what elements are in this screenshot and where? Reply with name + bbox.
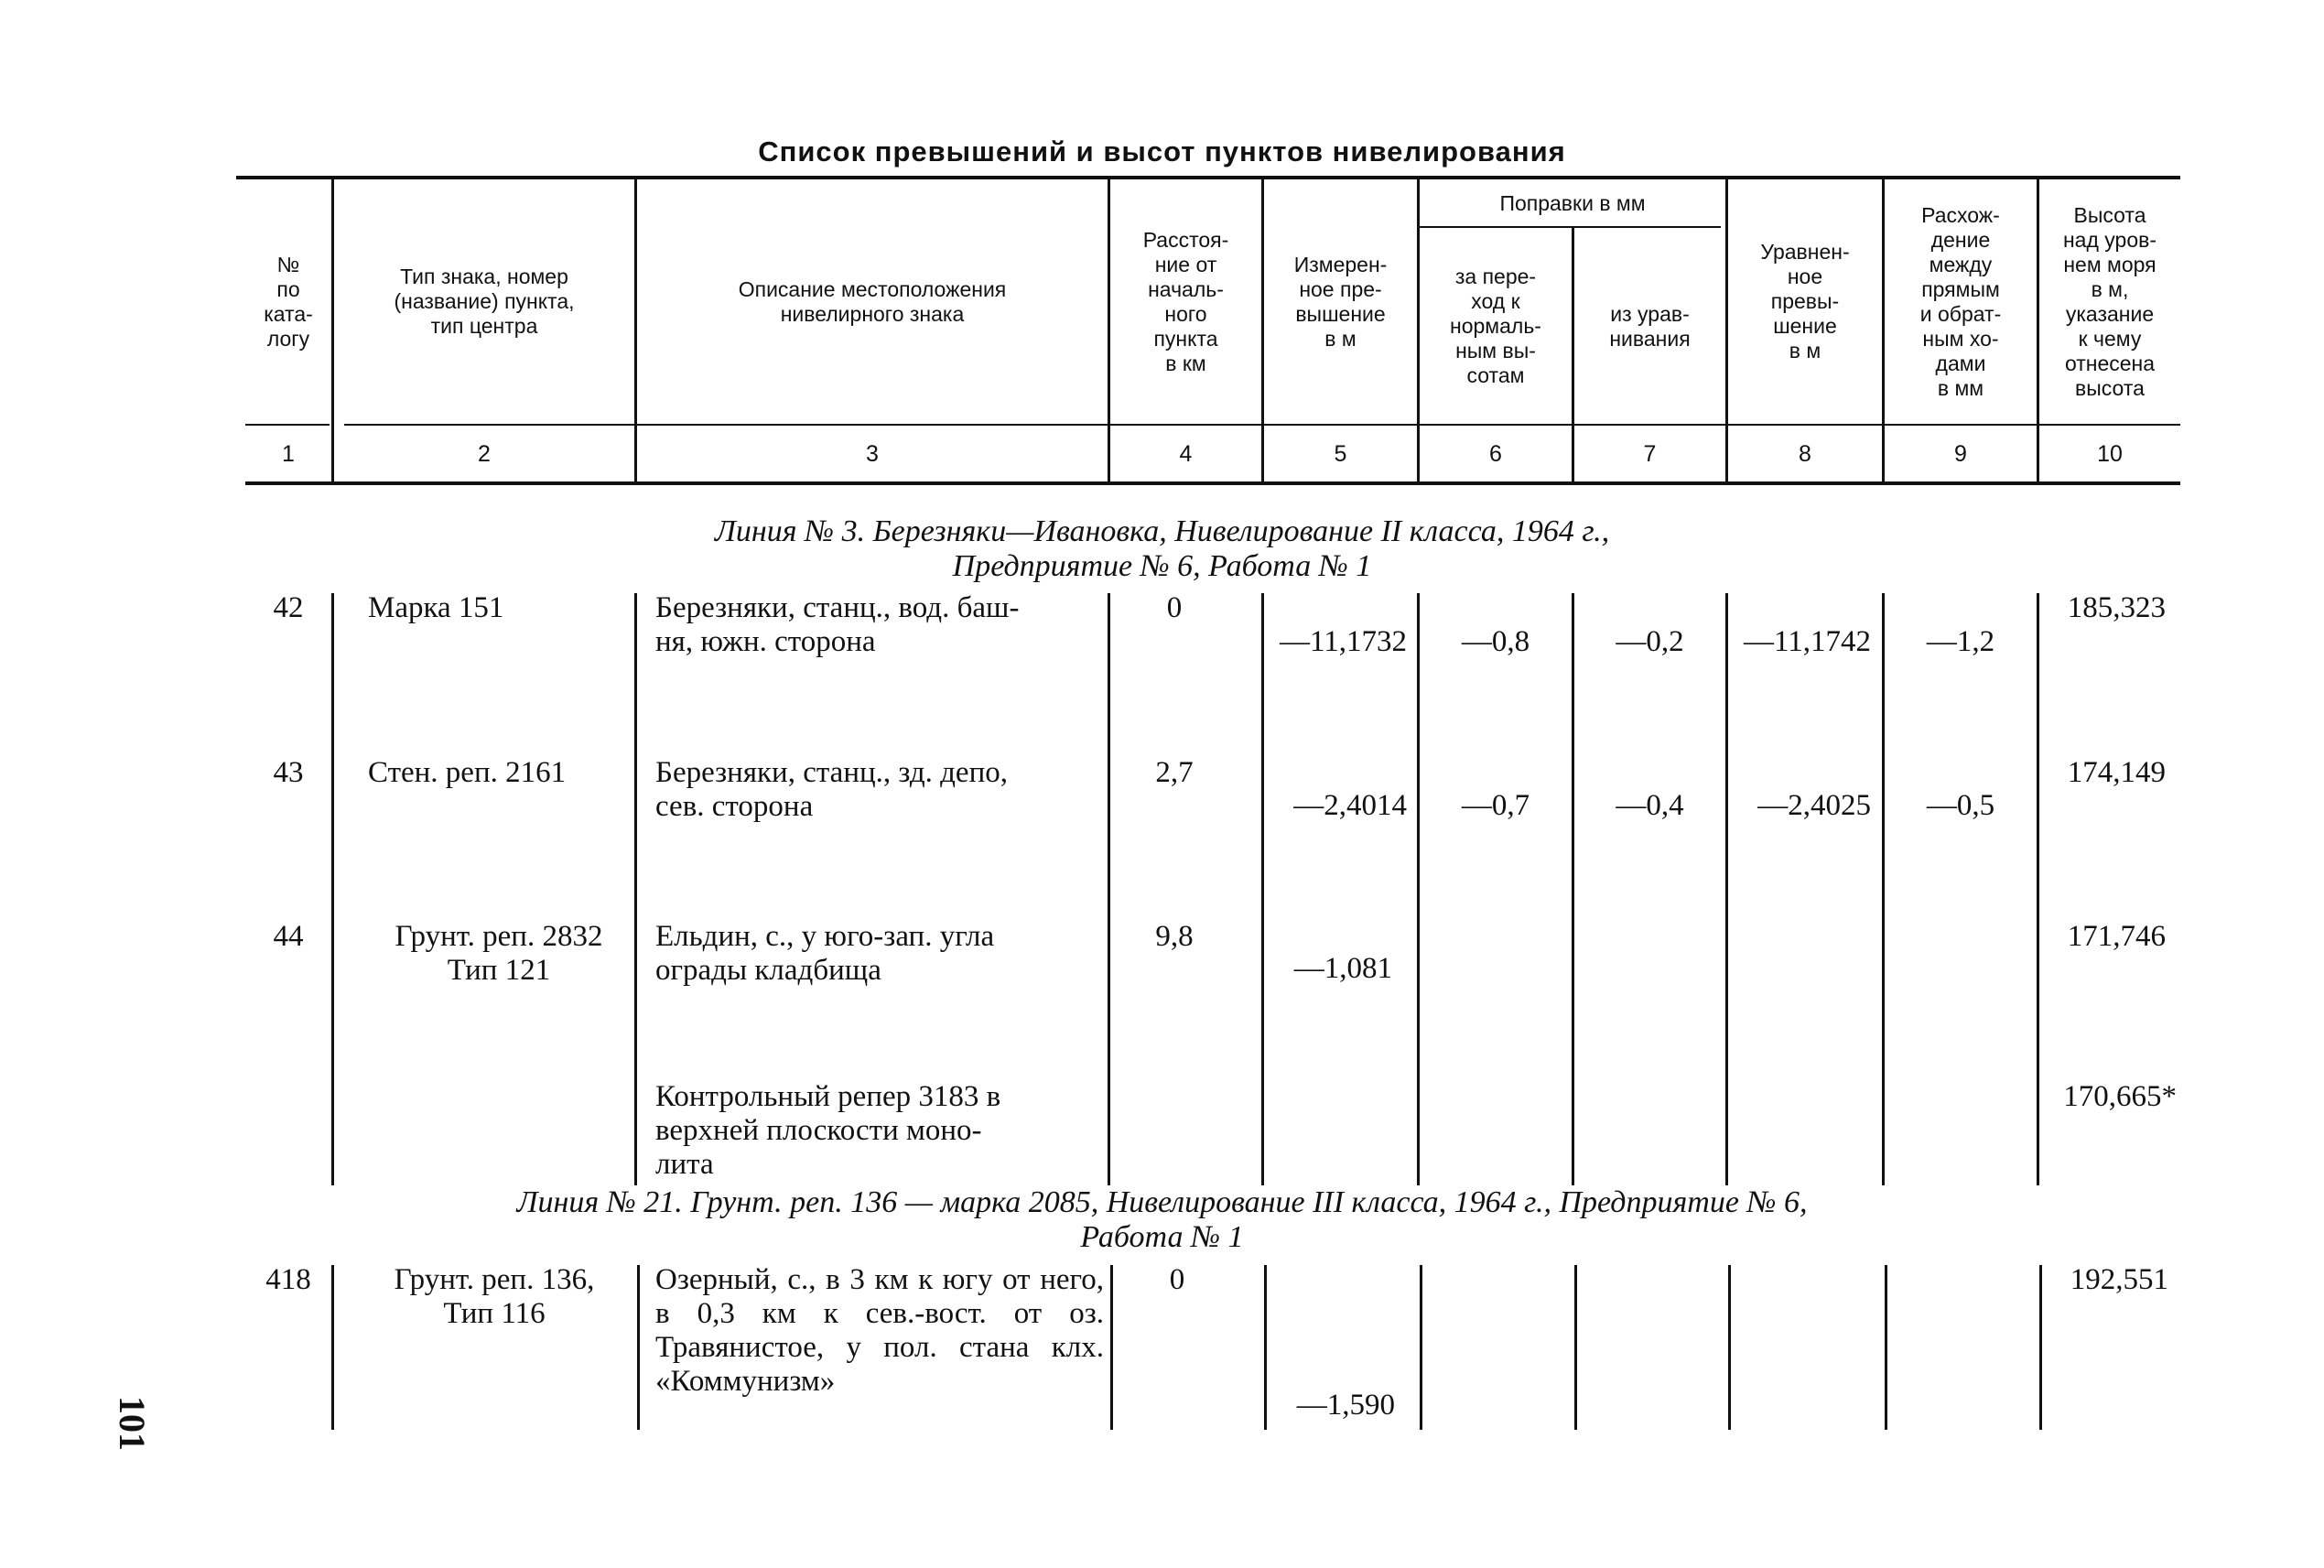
catalog-number: 42: [273, 591, 304, 624]
distance: 2,7: [1155, 756, 1194, 789]
body-divider: [1574, 1265, 1577, 1430]
body-divider: [637, 1265, 640, 1430]
measured-difference: —11,1732: [1279, 625, 1407, 658]
header-measured-difference: Измерен- ное пре- вышение в м: [1293, 252, 1388, 351]
body-divider: [1261, 593, 1264, 1185]
sea-level-height: 192,551: [2070, 1263, 2168, 1296]
column-number: 7: [1643, 441, 1657, 467]
sea-level-height: 185,323: [2067, 591, 2166, 624]
section-title: Линия № 21. Грунт. реп. 136 — марка 2085, Нивелирование III класса, 1964 г., Предприятие № 6, Работа № 1: [516, 1185, 1808, 1254]
column-number: 3: [866, 441, 879, 467]
column-number: 5: [1334, 441, 1347, 467]
discrepancy: —1,2: [1926, 625, 1995, 658]
location-description: Контрольный репер 3183 в верхней плоскости моно- лита: [655, 1080, 1001, 1181]
column-number: 2: [478, 441, 491, 467]
column-number: 8: [1799, 441, 1811, 467]
body-divider: [1728, 1265, 1731, 1430]
header-distance: Расстоя- ние от началь- ного пункта в км: [1142, 227, 1229, 375]
mark-name: Грунт. реп. 136, Тип 116: [394, 1263, 595, 1330]
header-normal-heights-correction: за пере- ход к нормаль- ным вы- сотам: [1450, 265, 1541, 387]
distance: 9,8: [1155, 920, 1194, 953]
header-number-rule: [245, 424, 330, 426]
sea-level-height: 171,746: [2067, 920, 2166, 953]
mark-name: Грунт. реп. 2832 Тип 121: [395, 920, 603, 987]
column-number: 1: [282, 441, 295, 467]
body-divider: [1420, 1265, 1422, 1430]
table-title: Список превышений и высот пунктов нивелирования: [758, 135, 1566, 168]
adjustment-correction: —0,4: [1616, 789, 1684, 822]
sea-level-height: 174,149: [2067, 756, 2166, 789]
body-divider: [331, 1265, 334, 1430]
header-corrections-group: Поправки в мм: [1499, 190, 1646, 215]
page-number: 101: [112, 1396, 153, 1451]
location-description: Ельдин, с., у юго-зап. угла ограды кладбища: [655, 920, 995, 987]
mark-name: Марка 151: [368, 591, 504, 624]
body-divider: [1882, 593, 1885, 1185]
body-divider: [1417, 593, 1420, 1185]
column-number: 6: [1489, 441, 1502, 467]
column-number: 4: [1179, 441, 1193, 467]
adjusted-difference: —2,4025: [1757, 789, 1871, 822]
body-divider: [331, 593, 334, 1185]
header-discrepancy: Расхож- дение между прямым и обрат- ным хо- дами в мм: [1919, 202, 2002, 400]
body-divider: [1572, 593, 1574, 1185]
normal-heights-correction: —0,7: [1461, 789, 1530, 822]
body-divider: [1108, 593, 1110, 1185]
catalog-number: 44: [273, 920, 304, 953]
corrections-group-rule: [1419, 226, 1721, 228]
column-number: 10: [2097, 441, 2123, 467]
body-divider: [1725, 593, 1728, 1185]
distance: 0: [1169, 1263, 1185, 1296]
header-adjusted-difference: Уравнен- ное превы- шение в м: [1760, 240, 1850, 362]
section-title: Линия № 3. Березняки—Ивановка, Нивелирование II класса, 1964 г., Предприятие № 6, Работа № 1: [714, 514, 1610, 583]
header-sea-level-height: Высота над уров- нем моря в м, указание к чему отнесена высота: [2062, 202, 2156, 400]
measured-difference: —1,590: [1296, 1389, 1395, 1422]
location-description: Березняки, станц., зд. депо, сев. сторона: [655, 756, 1008, 823]
body-divider: [1885, 1265, 1887, 1430]
catalog-number: 43: [273, 756, 304, 789]
normal-heights-correction: —0,8: [1461, 625, 1530, 658]
adjustment-correction: —0,2: [1616, 625, 1684, 658]
measured-difference: —2,4014: [1293, 789, 1407, 822]
header-bottom-rule: [245, 481, 2180, 485]
distance: 0: [1166, 591, 1183, 624]
header-location-description: Описание местоположения нивелирного знака: [738, 276, 1007, 326]
sea-level-height: 170,665*: [2063, 1080, 2177, 1113]
measured-difference: —1,081: [1293, 952, 1392, 985]
catalog-number: 418: [265, 1263, 311, 1296]
mark-name: Стен. реп. 2161: [368, 756, 567, 789]
header-mark-type: Тип знака, номер (название) пункта, тип центра: [394, 265, 575, 338]
body-divider: [634, 593, 637, 1185]
location-description: Березняки, станц., вод. баш- ня, южн. сторона: [655, 591, 1020, 658]
header-adjustment-correction: из урав- нивания: [1609, 301, 1691, 351]
header-catalog-number: № по ката- логу: [264, 252, 313, 351]
column-number: 9: [1954, 441, 1967, 467]
location-description: Озерный, с., в 3 км к югу от него, в 0,3 км к сев.-вост. от оз. Травянистое, у пол. стана клх. «Коммунизм»: [655, 1263, 1104, 1398]
adjusted-difference: —11,1742: [1743, 625, 1871, 658]
discrepancy: —0,5: [1926, 789, 1995, 822]
